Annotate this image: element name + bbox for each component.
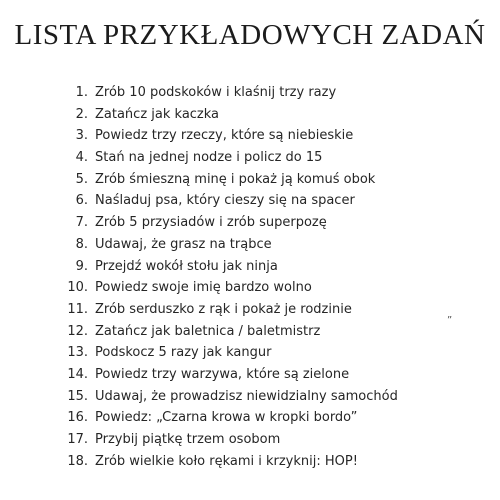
task-list xyxy=(62,82,482,472)
list-item xyxy=(62,169,482,191)
item-number: 5. xyxy=(75,171,88,187)
item-text: Zrób 5 przysiadów i zrób superpozę xyxy=(95,215,327,231)
page-title: LISTA PRZYKŁADOWYCH ZADAŃ xyxy=(14,19,486,51)
item-number: 10. xyxy=(67,280,88,296)
list-item xyxy=(62,104,482,126)
list-item xyxy=(62,82,482,104)
item-text: Powiedz trzy warzywa, które są zielone xyxy=(95,366,350,382)
item-number: 9. xyxy=(75,258,88,274)
list-item xyxy=(62,125,482,147)
item-text: Zrób śmieszną minę i pokaż ją komuś obok xyxy=(95,171,376,187)
list-item xyxy=(62,364,482,386)
list-item xyxy=(62,321,482,343)
stray-quote-mark: ” xyxy=(447,315,453,326)
item-number: 12. xyxy=(67,323,88,339)
list-item xyxy=(62,299,482,321)
item-number: 3. xyxy=(75,128,88,144)
item-number: 6. xyxy=(75,193,88,209)
list-item xyxy=(62,386,482,408)
item-text: Naśladuj psa, który cieszy się na spacer xyxy=(95,193,355,209)
item-number: 17. xyxy=(67,432,88,447)
list-item xyxy=(62,234,482,256)
item-text: Zatańcz jak baletnica / baletmistrz xyxy=(95,323,321,339)
item-text: Udawaj, że prowadzisz niewidzialny samochód xyxy=(95,388,398,404)
item-number: 16. xyxy=(67,410,88,426)
item-text: Podskocz 5 razy jak kangur xyxy=(95,345,272,361)
list-item xyxy=(62,190,482,212)
item-text: Zatańcz jak kaczka xyxy=(95,106,220,122)
item-number: 14. xyxy=(67,366,88,382)
item-text: Udawaj, że grasz na trąbce xyxy=(95,236,272,252)
list-item xyxy=(62,451,482,473)
item-text: Przybij piątkę trzem osobom xyxy=(95,432,281,447)
list-item xyxy=(62,212,482,234)
list-item xyxy=(62,429,482,451)
item-text: Stań na jednej nodze i policz do 15 xyxy=(95,150,323,166)
item-number: 18. xyxy=(67,453,88,469)
item-text: Zrób wielkie koło rękami i krzyknij: HOP! xyxy=(95,453,358,469)
item-number: 15. xyxy=(67,388,88,404)
item-text: Zrób 10 podskoków i klaśnij trzy razy xyxy=(95,85,337,100)
item-number: 1. xyxy=(75,85,88,100)
item-text: Powiedz trzy rzeczy, które są niebieskie xyxy=(95,128,354,144)
item-number: 7. xyxy=(75,215,88,231)
item-text: Powiedz: „Czarna krowa w kropki bordo” xyxy=(95,410,358,426)
item-number: 2. xyxy=(75,106,88,122)
item-number: 13. xyxy=(67,345,88,361)
item-number: 4. xyxy=(75,150,88,166)
item-text: Przejdź wokół stołu jak ninja xyxy=(95,258,278,274)
item-text: Powiedz swoje imię bardzo wolno xyxy=(95,280,312,296)
item-number: 11. xyxy=(67,301,88,317)
list-item xyxy=(62,407,482,429)
list-item xyxy=(62,256,482,278)
list-item xyxy=(62,277,482,299)
item-number: 8. xyxy=(75,236,88,252)
item-text: Zrób serduszko z rąk i pokaż je rodzinie xyxy=(95,301,352,317)
list-item xyxy=(62,342,482,364)
list-item xyxy=(62,147,482,169)
